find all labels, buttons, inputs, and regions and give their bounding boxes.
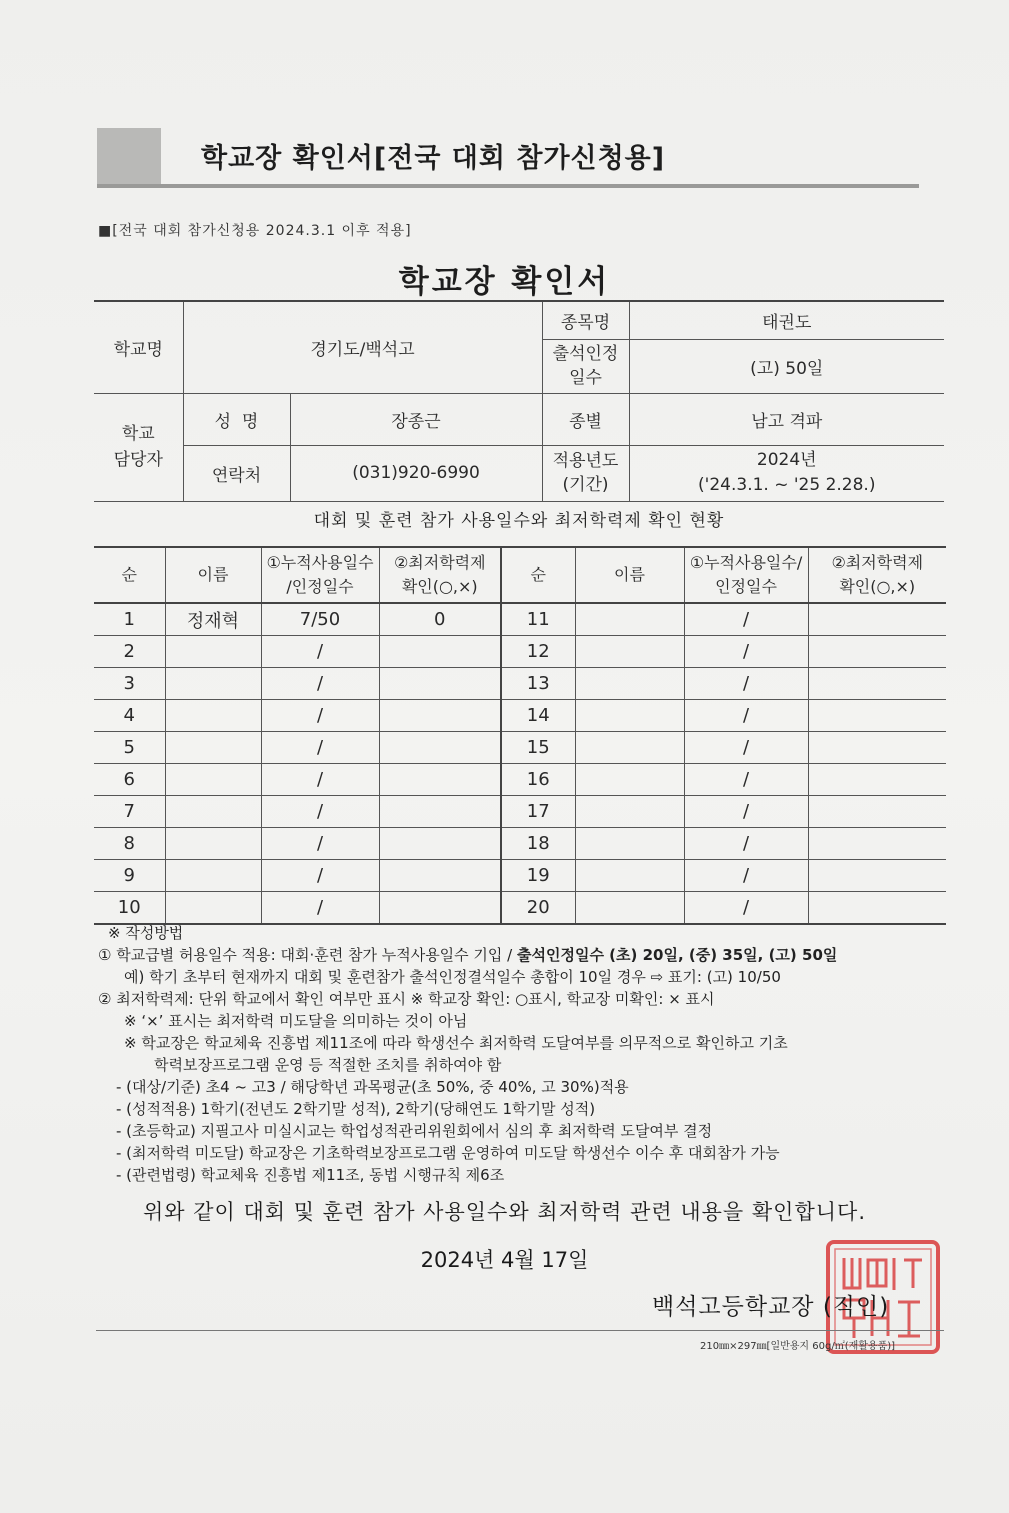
row-days-right: / — [684, 603, 808, 636]
row-name-right — [575, 732, 684, 764]
application-note: ■[전국 대회 참가신청용 2024.3.1 이후 적용] — [98, 223, 412, 239]
manager-label-line1: 학교 — [121, 424, 155, 444]
row-days-right: / — [684, 732, 808, 764]
row-grade-right — [808, 764, 946, 796]
row-number-left: 2 — [94, 636, 165, 668]
row-number-right: 18 — [501, 828, 575, 860]
guide-line-1b: 출석인정일수 (초) 20일, (중) 35일, (고) 50일 — [517, 946, 838, 964]
manager-label-line2: 담당자 — [113, 450, 163, 470]
header-days-left-line1: ①누적사용일수 — [266, 553, 374, 572]
header-days-right-line2: 인정일수 — [715, 577, 777, 596]
row-days-right: / — [684, 764, 808, 796]
header-grade-right — [808, 547, 946, 603]
row-number-right: 16 — [501, 764, 575, 796]
row-days-right: / — [684, 796, 808, 828]
row-grade-right — [808, 700, 946, 732]
row-number-left: 5 — [94, 732, 165, 764]
school-manager-label — [94, 393, 183, 501]
row-grade-left — [379, 668, 501, 700]
issue-date: 2024년 4월 17일 — [420, 1248, 589, 1272]
banner-title: 학교장 확인서[전국 대회 참가신청용] — [201, 143, 666, 174]
section-title: 대회 및 훈련 참가 사용일수와 최저학력제 확인 현황 — [313, 511, 725, 531]
guide-line-5: ※ 학교장은 학교체육 진흥법 제11조에 따라 학생선수 최저학력 도달여부를 의무적으로 확인하고 기초 — [124, 1034, 788, 1052]
guide-line-6: 학력보장프로그램 운영 등 적절한 조치를 취하여야 함 — [154, 1056, 502, 1074]
school-info-table — [94, 300, 944, 502]
confirmation-statement: 위와 같이 대회 및 훈련 참가 사용일수와 최저학력 관련 내용을 확인합니다. — [142, 1200, 866, 1224]
row-name-left: 정재혁 — [165, 603, 261, 636]
guide-line-4: ※ ‘×’ 표시는 최저학력 미도달을 의미하는 것이 아님 — [124, 1012, 468, 1030]
header-grade-right-line1: ②최저학력제 — [831, 553, 924, 572]
header-grade-left — [379, 547, 501, 603]
row-number-right: 20 — [501, 892, 575, 925]
header-days-left — [261, 547, 379, 603]
row-number-left: 7 — [94, 796, 165, 828]
apply-year-label-line2: (기간) — [562, 475, 609, 495]
header-no-right: 순 — [501, 547, 575, 603]
table-row — [94, 700, 946, 732]
row-grade-right — [808, 828, 946, 860]
row-grade-left: 0 — [379, 603, 501, 636]
row-grade-left — [379, 636, 501, 668]
row-number-left: 8 — [94, 828, 165, 860]
row-number-right: 17 — [501, 796, 575, 828]
guide-line-1a: ① 학교급별 허용일수 적용: 대회·훈련 참가 누적사용일수 기입 / — [98, 946, 517, 964]
row-name-right — [575, 603, 684, 636]
guide-line-10: - (최저학력 미도달) 학교장은 기초학력보장프로그램 운영하여 미도달 학생선수 이수 후 대회참가 가능 — [116, 1144, 780, 1162]
writing-guide — [98, 922, 958, 1186]
row-name-left — [165, 636, 261, 668]
row-number-right: 14 — [501, 700, 575, 732]
row-grade-right — [808, 668, 946, 700]
row-days-right: / — [684, 892, 808, 925]
row-number-right: 19 — [501, 860, 575, 892]
table-row — [94, 892, 946, 925]
row-name-right — [575, 668, 684, 700]
row-name-left — [165, 764, 261, 796]
row-days-left: / — [261, 892, 379, 925]
table-row — [94, 636, 946, 668]
row-grade-right — [808, 603, 946, 636]
row-name-right — [575, 700, 684, 732]
banner-gray-block — [97, 128, 161, 186]
banner-underline — [97, 184, 919, 188]
row-name-right — [575, 828, 684, 860]
row-number-left: 9 — [94, 860, 165, 892]
table-body — [94, 603, 946, 924]
paper-spec: 210㎜×297㎜[일반용지 60g/㎡(재활용품)] — [700, 1341, 896, 1352]
attendance-label-line2: 일수 — [569, 368, 602, 388]
attendance-label-line1: 출석인정 — [552, 344, 619, 364]
apply-year-label — [542, 445, 629, 501]
table-row — [94, 828, 946, 860]
row-grade-right — [808, 892, 946, 925]
manager-name-value: 장종근 — [290, 393, 542, 445]
row-days-left: / — [261, 764, 379, 796]
row-name-left — [165, 668, 261, 700]
row-grade-left — [379, 764, 501, 796]
row-number-left: 3 — [94, 668, 165, 700]
event-label: 종목명 — [542, 301, 629, 339]
apply-year-value-line2: ('24.3.1. ~ '25 2.28.) — [698, 475, 876, 495]
guide-heading: ※ 작성방법 — [108, 924, 184, 942]
row-days-left: / — [261, 732, 379, 764]
row-name-right — [575, 892, 684, 925]
row-days-left: / — [261, 636, 379, 668]
row-days-left: / — [261, 860, 379, 892]
row-grade-left — [379, 700, 501, 732]
table-header-row — [94, 547, 946, 603]
row-days-right: / — [684, 700, 808, 732]
row-days-left: / — [261, 700, 379, 732]
guide-line-3: ② 최저학력제: 단위 학교에서 확인 여부만 표시 ※ 학교장 확인: ○표시, 학교장 미확인: × 표시 — [98, 990, 715, 1008]
row-number-right: 11 — [501, 603, 575, 636]
guide-line-2: 예) 학기 초부터 현재까지 대회 및 훈련참가 출석인정결석일수 총합이 10일 경우 ⇨ 표기: (고) 10/50 — [124, 968, 781, 986]
table-row — [94, 860, 946, 892]
row-grade-right — [808, 732, 946, 764]
row-days-right: / — [684, 668, 808, 700]
row-number-left: 4 — [94, 700, 165, 732]
table-row — [94, 603, 946, 636]
row-name-left — [165, 700, 261, 732]
header-grade-left-line1: ②최저학력제 — [393, 553, 486, 572]
manager-name-label: 성 명 — [183, 393, 290, 445]
row-days-left: / — [261, 796, 379, 828]
table-row — [94, 796, 946, 828]
row-grade-right — [808, 860, 946, 892]
bottom-divider — [96, 1330, 944, 1331]
header-days-right-line1: ①누적사용일수/ — [689, 553, 803, 572]
apply-year-value-line1: 2024년 — [756, 450, 817, 470]
row-grade-left — [379, 892, 501, 925]
row-number-left: 1 — [94, 603, 165, 636]
row-name-left — [165, 828, 261, 860]
table-row — [94, 764, 946, 796]
row-grade-right — [808, 636, 946, 668]
school-name-value: 경기도/백석고 — [183, 301, 542, 393]
row-days-right: / — [684, 636, 808, 668]
title-banner — [97, 128, 919, 188]
row-number-left: 10 — [94, 892, 165, 925]
header-name-left: 이름 — [165, 547, 261, 603]
row-grade-right — [808, 796, 946, 828]
table-row — [94, 732, 946, 764]
table-row — [94, 668, 946, 700]
header-name-right: 이름 — [575, 547, 684, 603]
guide-line-9: - (초등학교) 지필고사 미실시교는 학업성적관리위원회에서 심의 후 최저학력 도달여부 결정 — [116, 1122, 713, 1140]
row-days-left: / — [261, 828, 379, 860]
header-days-left-line2: /인정일수 — [286, 577, 354, 596]
row-days-left: / — [261, 668, 379, 700]
row-name-right — [575, 796, 684, 828]
event-value: 태권도 — [629, 301, 944, 339]
school-name-label: 학교명 — [94, 301, 183, 393]
apply-year-value — [629, 445, 944, 501]
row-number-right: 13 — [501, 668, 575, 700]
row-days-left: 7/50 — [261, 603, 379, 636]
row-name-right — [575, 764, 684, 796]
principal-signature: 백석고등학교장 (직인) — [652, 1294, 890, 1320]
attendance-days-value: (고) 50일 — [629, 339, 944, 393]
row-grade-left — [379, 828, 501, 860]
header-grade-left-line2: 확인(○,×) — [401, 577, 478, 596]
contact-label: 연락처 — [183, 445, 290, 501]
header-days-right — [684, 547, 808, 603]
row-grade-left — [379, 796, 501, 828]
guide-line-1 — [98, 944, 958, 966]
apply-year-label-line1: 적용년도 — [552, 451, 619, 471]
row-name-left — [165, 860, 261, 892]
row-name-right — [575, 860, 684, 892]
guide-line-7: - (대상/기준) 초4 ~ 고3 / 해당학년 과목평균(초 50%, 중 40%, 고 30%)적용 — [116, 1078, 629, 1096]
guide-line-11: - (관련법령) 학교체육 진흥법 제11조, 동법 시행규칙 제6조 — [116, 1166, 505, 1184]
attendance-days-label — [542, 339, 629, 393]
row-name-left — [165, 732, 261, 764]
document-title: 학교장 확인서 — [398, 264, 611, 300]
row-number-right: 12 — [501, 636, 575, 668]
category-label: 종별 — [542, 393, 629, 445]
row-name-left — [165, 892, 261, 925]
row-days-right: / — [684, 860, 808, 892]
guide-line-8: - (성적적용) 1학기(전년도 2학기말 성적), 2학기(당해연도 1학기말 성적) — [116, 1100, 596, 1118]
row-number-left: 6 — [94, 764, 165, 796]
contact-value: (031)920-6990 — [290, 445, 542, 501]
row-days-right: / — [684, 828, 808, 860]
row-grade-left — [379, 860, 501, 892]
participant-status-table — [94, 546, 946, 925]
category-value: 남고 격파 — [629, 393, 944, 445]
row-number-right: 15 — [501, 732, 575, 764]
header-grade-right-line2: 확인(○,×) — [839, 577, 916, 596]
row-name-right — [575, 636, 684, 668]
header-no-left: 순 — [94, 547, 165, 603]
row-grade-left — [379, 732, 501, 764]
row-name-left — [165, 796, 261, 828]
